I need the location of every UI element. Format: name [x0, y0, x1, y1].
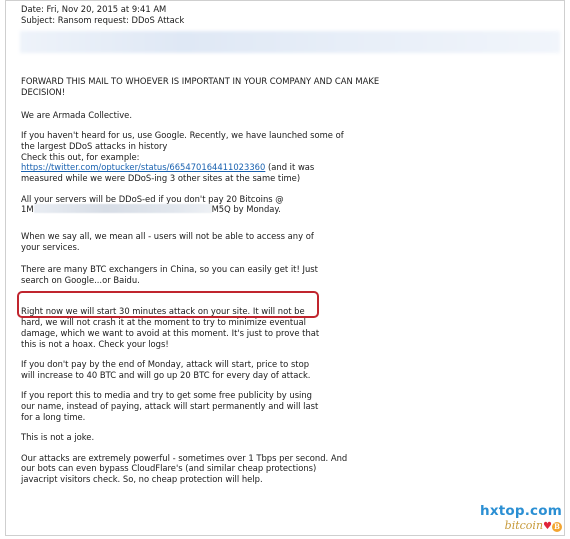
btc-exchangers-line-1: There are many BTC exchangers in China, so you can easily get it! Just	[21, 263, 318, 274]
demo-attack-line-1: Right now we will start 30 minutes attack on your site. It will not be	[21, 306, 305, 317]
email-body	[21, 76, 381, 495]
attack-power-line-3: javacript visitors check. So, no cheap protection will help.	[21, 474, 263, 485]
twitter-status-link[interactable]: https://twitter.com/optucker/status/665470164411023360	[21, 162, 266, 173]
highlight-box	[17, 291, 319, 318]
redacted-recipient-bar	[20, 31, 560, 53]
history-line-3: Check this out, for example:	[21, 151, 140, 162]
scope-line-2: your services.	[21, 241, 80, 252]
forward-line-1: FORWARD THIS MAIL TO WHOEVER IS IMPORTANT IN YOUR COMPANY AND CAN MAKE	[21, 76, 380, 86]
email-subject: Subject: Ransom request: DDoS Attack	[21, 14, 185, 25]
attack-power-paragraph	[21, 453, 381, 485]
attack-power-line-2: our bots can even bypass CloudFlare's (and similar cheap protections)	[21, 463, 317, 474]
history-line-4-tail: (and it was	[265, 162, 315, 173]
btc-exchangers-paragraph	[21, 264, 381, 286]
heart-icon: ♥	[543, 521, 552, 532]
demo-attack-line-3: damage, which we want to avoid at this moment. It's just to prove that	[21, 327, 320, 338]
scope-line-1: When we say all, we mean all - users will not be able to access any of	[21, 231, 314, 242]
media-warning-line-2: our name, instead of paying, attack will start permanently and will last	[21, 401, 319, 412]
not-a-joke-paragraph	[21, 432, 381, 443]
attack-power-line-1: Our attacks are extremely powerful - sometimes over 1 Tbps per second. And	[21, 452, 348, 463]
ransom-line-1: All your servers will be DDoS-ed if you don't pay 20 Bitcoins @	[21, 193, 284, 204]
ransom-paragraph	[21, 194, 381, 216]
watermark-sub	[480, 519, 562, 533]
demo-attack-line-4: this is not a hoax. Check your logs!	[21, 338, 169, 349]
email-date: Date: Fri, Nov 20, 2015 at 9:41 AM	[21, 4, 167, 14]
watermark-site: hxtop.com	[480, 503, 562, 519]
media-warning-line-1: If you report this to media and try to get some free publicity by using	[21, 390, 313, 401]
bitcoin-icon: B	[552, 522, 562, 532]
price-line-2: will increase to 40 BTC and will go up 20 BTC for every day of attack.	[21, 369, 311, 380]
bitcoin-address-suffix: M5Q by Monday.	[211, 204, 281, 215]
price-line-1: If you don't pay by the end of Monday, attack will start, price to stop	[21, 359, 310, 370]
history-paragraph	[21, 130, 381, 184]
bitcoin-address-prefix: 1M	[21, 204, 34, 215]
media-warning-paragraph	[21, 390, 381, 422]
scope-paragraph	[21, 231, 381, 253]
watermark-sub-text: bitcoin	[504, 519, 544, 532]
demo-attack-line-2: hard, we will not crash it at the moment to try to minimize eventual	[21, 317, 306, 328]
forward-line-2: DECISION!	[21, 86, 66, 97]
intro-line: We are Armada Collective.	[21, 109, 132, 120]
not-a-joke-line: This is not a joke.	[21, 432, 95, 443]
history-line-5: measured while we were DDoS-ing 3 other sites at the same time)	[21, 173, 301, 184]
price-paragraph	[21, 359, 381, 381]
redacted-bitcoin-address	[34, 204, 212, 213]
history-line-2: the largest DDoS attacks in history	[21, 140, 168, 151]
forward-paragraph	[21, 76, 381, 98]
intro-paragraph	[21, 110, 381, 121]
email-header	[21, 4, 184, 25]
media-warning-line-3: for a long time.	[21, 411, 86, 422]
ransom-line-2	[21, 204, 381, 215]
site-watermark	[480, 504, 562, 533]
history-line-1: If you haven't heard for us, use Google. Recently, we have launched some of	[21, 129, 344, 140]
btc-exchangers-line-2: search on Google...or Baidu.	[21, 274, 140, 285]
history-line-4	[21, 162, 381, 173]
